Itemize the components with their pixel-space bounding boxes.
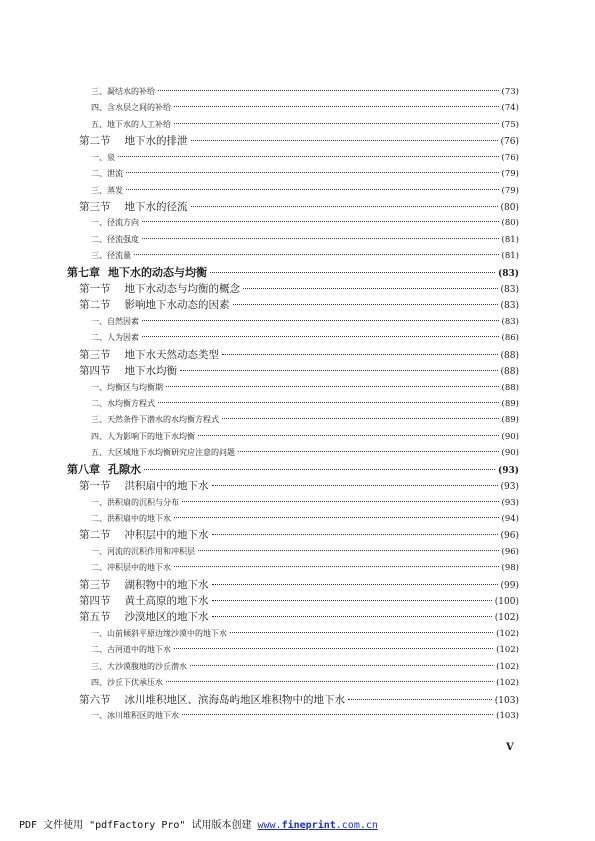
toc-entry-text: 径流量 <box>107 251 131 261</box>
toc-page-ref: (102) <box>496 661 519 672</box>
toc-section <box>79 281 519 297</box>
toc-page-ref: (88) <box>501 382 519 393</box>
toc-subsection <box>91 117 519 133</box>
dot-leader <box>174 516 499 518</box>
toc-entry-number: 第四节 <box>79 595 111 608</box>
toc-entry-text: 沙漠地区的地下水 <box>124 611 209 624</box>
footer-link[interactable]: www.fineprint.com.cn <box>257 820 378 831</box>
toc-subsection <box>91 429 519 445</box>
toc-entry-number: 第三节 <box>79 200 111 213</box>
dot-leader <box>166 385 499 387</box>
toc-entry-text: 黄土高原的地下水 <box>124 595 209 608</box>
toc-page-ref: (93) <box>501 497 519 508</box>
toc-entry-number: 五、 <box>91 119 107 129</box>
dot-leader <box>222 353 498 355</box>
toc-entry-title <box>91 232 139 248</box>
toc-subsection <box>91 100 519 116</box>
toc-page-ref: (76) <box>500 137 519 148</box>
toc-page-ref: (102) <box>496 645 519 656</box>
toc-entry-text: 洪积扇中的地下水 <box>124 480 209 493</box>
toc-page-ref: (76) <box>501 152 519 163</box>
toc-subsection <box>91 642 519 658</box>
toc-entry-number: 二、 <box>91 398 107 408</box>
toc-entry-number: 第一节 <box>79 283 111 296</box>
toc-entry-text: 孔隙水 <box>108 462 141 476</box>
toc-entry-title <box>67 265 207 281</box>
toc-page-ref: (81) <box>501 251 519 262</box>
toc-entry-text: 径流强度 <box>107 234 139 244</box>
toc-entry-number: 三、 <box>91 185 107 195</box>
dot-leader <box>212 615 492 617</box>
toc-subsection <box>91 183 519 199</box>
toc-page-ref: (79) <box>501 169 519 180</box>
dot-leader <box>190 664 493 666</box>
dot-leader <box>198 549 499 551</box>
dot-leader <box>180 369 498 371</box>
toc-entry-text: 含水层之间的补给 <box>107 103 171 113</box>
dot-leader <box>222 417 499 419</box>
toc-entry-title <box>91 412 219 428</box>
toc-entry-number: 第二节 <box>79 135 111 148</box>
toc-entry-number: 第二节 <box>79 299 111 312</box>
toc-page-ref: (75) <box>501 119 519 130</box>
toc-entry-title <box>91 380 163 396</box>
toc-page-ref: (93) <box>500 482 519 493</box>
toc-section <box>79 363 519 379</box>
dot-leader <box>198 434 499 436</box>
toc-entry-text: 大区域地下水均衡研究应注意的问题 <box>107 448 235 458</box>
toc-entry-text: 古河道中的地下水 <box>107 645 171 655</box>
toc-entry-title <box>91 314 139 330</box>
toc-subsection <box>91 560 519 576</box>
toc-page-ref: (102) <box>496 628 519 639</box>
toc-entry-title <box>79 527 209 543</box>
dot-leader <box>182 500 499 502</box>
toc-entry-text: 大沙漠腹地的沙丘潜水 <box>107 661 187 671</box>
toc-subsection <box>91 626 519 642</box>
toc-entry-text: 洪积扇的沉积与分布 <box>107 497 179 507</box>
toc-entry-number: 一、 <box>91 546 107 556</box>
toc-chapter <box>67 265 519 281</box>
page-number: V <box>506 742 514 753</box>
toc-page-ref: (103) <box>494 695 519 706</box>
toc-entry-text: 地下水动态与均衡的概念 <box>124 283 240 296</box>
toc-entry-number: 第三节 <box>79 348 111 361</box>
toc-entry-title <box>91 511 171 527</box>
toc-entry-title <box>91 215 139 231</box>
toc-section <box>79 199 519 215</box>
toc-entry-title <box>91 560 171 576</box>
toc-entry-number: 一、 <box>91 316 107 326</box>
toc-entry-title <box>91 708 179 724</box>
toc-subsection <box>91 330 519 346</box>
toc-entry-title <box>79 577 209 593</box>
toc-section <box>79 478 519 494</box>
dot-leader <box>174 647 493 649</box>
toc-entry-number: 二、 <box>91 333 107 343</box>
toc-subsection <box>91 675 519 691</box>
dot-leader <box>243 287 498 289</box>
toc-page-ref: (89) <box>501 415 519 426</box>
toc-page-ref: (90) <box>501 448 519 459</box>
toc-page-ref: (98) <box>501 563 519 574</box>
toc-entry-text: 人为影响下的地下水均衡 <box>107 431 195 441</box>
toc-page-ref: (88) <box>500 350 519 361</box>
toc-entry-number: 一、 <box>91 218 107 228</box>
toc-entry-number: 第八章 <box>67 462 100 476</box>
toc-subsection <box>91 396 519 412</box>
dot-leader <box>118 155 499 157</box>
toc-entry-number: 二、 <box>91 234 107 244</box>
toc-entry-title <box>91 166 123 182</box>
dot-leader <box>230 631 493 633</box>
dot-leader <box>174 105 499 107</box>
toc-section <box>79 692 519 708</box>
toc-subsection <box>91 495 519 511</box>
toc-entry-text: 蒸发 <box>107 185 123 195</box>
dot-leader <box>144 468 495 470</box>
toc-subsection <box>91 380 519 396</box>
toc-entry-number: 四、 <box>91 103 107 113</box>
toc-entry-text: 径流方向 <box>107 218 139 228</box>
dot-leader <box>142 319 499 321</box>
toc-entry-number: 第四节 <box>79 365 111 378</box>
toc-subsection <box>91 314 519 330</box>
toc-entry-title <box>91 659 187 675</box>
toc-entry-title <box>79 281 240 297</box>
toc-entry-title <box>91 495 179 511</box>
toc-entry-title <box>79 347 219 363</box>
dot-leader <box>158 401 499 403</box>
toc-page-ref: (81) <box>501 234 519 245</box>
toc-page-ref: (89) <box>501 398 519 409</box>
toc-entry-number: 二、 <box>91 645 107 655</box>
toc-entry-title <box>91 84 155 100</box>
toc-section <box>79 593 519 609</box>
toc-entry-text: 人为因素 <box>107 333 139 343</box>
toc-page-ref: (94) <box>501 513 519 524</box>
dot-leader <box>174 122 499 124</box>
dot-leader <box>126 171 499 173</box>
toc-entry-title <box>91 626 227 642</box>
toc-entry-text: 自然因素 <box>107 316 139 326</box>
toc-entry-title <box>91 330 139 346</box>
toc-entry-text: 地下水的动态与均衡 <box>108 265 207 279</box>
toc-page-ref: (80) <box>501 218 519 229</box>
toc-page-ref: (103) <box>496 710 519 721</box>
dot-leader <box>142 237 499 239</box>
dot-leader <box>212 599 492 601</box>
toc-page-ref: (102) <box>494 613 519 624</box>
toc-page-ref: (90) <box>501 431 519 442</box>
toc-entry-text: 地下水的人工补给 <box>107 119 171 129</box>
toc-entry-text: 天然条件下潜水的水均衡方程式 <box>107 415 219 425</box>
toc-entry-title <box>79 692 345 708</box>
toc-chapter <box>67 462 519 478</box>
dot-leader <box>238 450 499 452</box>
toc-subsection <box>91 232 519 248</box>
toc-entry-number: 三、 <box>91 415 107 425</box>
toc-entry-number: 一、 <box>91 497 107 507</box>
toc-entry-text: 沙丘下伏承压水 <box>107 678 163 688</box>
toc-entry-text: 水均衡方程式 <box>107 398 155 408</box>
dot-leader <box>182 713 493 715</box>
toc-entry-number: 三、 <box>91 661 107 671</box>
toc-entry-text: 冲积层中的地下水 <box>124 529 209 542</box>
toc-page-ref: (73) <box>501 87 519 97</box>
toc-subsection <box>91 544 519 560</box>
dot-leader <box>212 583 498 585</box>
toc-subsection <box>91 84 519 100</box>
toc-entry-number: 二、 <box>91 513 107 523</box>
dot-leader <box>142 220 499 222</box>
toc-subsection <box>91 412 519 428</box>
dot-leader <box>210 271 495 273</box>
toc-subsection <box>91 659 519 675</box>
toc-entry-title <box>91 429 195 445</box>
toc-page-ref: (99) <box>500 580 519 591</box>
toc-entry-text: 湖积物中的地下水 <box>124 578 209 591</box>
toc-entry-text: 冲积层中的地下水 <box>107 563 171 573</box>
toc-page-ref: (80) <box>500 202 519 213</box>
toc-entry-title <box>91 100 171 116</box>
toc-entry-text: 均衡区与均衡期 <box>107 382 163 392</box>
toc-entry-number: 二、 <box>91 169 107 179</box>
toc-entry-text: 泉 <box>107 152 115 162</box>
toc-entry-title <box>79 609 209 625</box>
toc-entry-number: 五、 <box>91 448 107 458</box>
toc-entry-text: 凝结水的补给 <box>107 87 155 96</box>
toc-entry-number: 第六节 <box>79 693 111 706</box>
toc-subsection <box>91 445 519 461</box>
toc-entry-title <box>91 445 235 461</box>
toc-page-ref: (79) <box>501 185 519 196</box>
toc-page-ref: (102) <box>496 678 519 689</box>
toc-entry-title <box>91 183 123 199</box>
toc-entry-title <box>79 478 209 494</box>
toc-subsection <box>91 150 519 166</box>
toc-entry-title <box>91 675 163 691</box>
toc-entry-title <box>91 642 171 658</box>
dot-leader <box>166 680 493 682</box>
toc-page-ref: (88) <box>500 367 519 378</box>
toc-entry-title <box>79 199 188 215</box>
dot-leader <box>233 303 498 305</box>
toc-page-ref: (83) <box>500 285 519 296</box>
toc-entry-text: 地下水的排泄 <box>124 135 188 148</box>
toc-section <box>79 133 519 149</box>
toc-entry-number: 一、 <box>91 628 107 638</box>
toc-entry-number: 三、 <box>91 87 107 96</box>
toc-page-ref: (100) <box>494 597 519 608</box>
toc-page-ref: (83) <box>501 316 519 327</box>
dot-leader <box>212 484 498 486</box>
toc-entry-text: 泄流 <box>107 169 123 179</box>
toc-section <box>79 527 519 543</box>
toc-page-ref: (74) <box>501 103 519 114</box>
pdf-footer <box>19 816 378 831</box>
toc-entry-title <box>79 363 177 379</box>
toc-entry-number: 三、 <box>91 251 107 261</box>
toc-page-ref: (83) <box>497 268 519 279</box>
toc-page-ref: (83) <box>500 301 519 312</box>
toc-entry-text: 地下水天然动态类型 <box>124 348 219 361</box>
toc-subsection <box>91 166 519 182</box>
toc-entry-number: 四、 <box>91 678 107 688</box>
toc-entry-number: 第七章 <box>67 265 100 279</box>
dot-leader <box>126 188 499 190</box>
toc-entry-title <box>91 544 195 560</box>
dot-leader <box>191 139 498 141</box>
toc-entry-text: 河流的沉积作用和冲积层 <box>107 546 195 556</box>
toc-section <box>79 609 519 625</box>
dot-leader <box>191 205 498 207</box>
dot-leader <box>174 565 499 567</box>
toc-entry-number: 二、 <box>91 563 107 573</box>
toc-subsection <box>91 248 519 264</box>
toc-entry-title <box>91 396 155 412</box>
toc-entry-text: 冰川堆积地区、滨海岛屿地区堆积物中的地下水 <box>124 693 345 706</box>
toc-entry-number: 一、 <box>91 382 107 392</box>
footer-text: PDF 文件使用 "pdfFactory Pro" 试用版本创建 <box>19 820 258 831</box>
toc-page-ref: (86) <box>501 333 519 344</box>
toc-entry-title <box>79 297 230 313</box>
toc-entry-title <box>91 117 171 133</box>
toc-entry-number: 第五节 <box>79 611 111 624</box>
toc-entry-text: 地下水均衡 <box>124 365 177 378</box>
dot-leader <box>142 335 499 337</box>
toc-entry-text: 洪积扇中的地下水 <box>107 513 171 523</box>
toc-entry-title <box>91 150 115 166</box>
toc-page-ref: (96) <box>500 531 519 542</box>
toc-entry-title <box>91 248 131 264</box>
toc-page-ref: (96) <box>501 546 519 557</box>
toc-entry-text: 冰川堆积区的地下水 <box>107 710 179 720</box>
toc-subsection <box>91 511 519 527</box>
dot-leader <box>348 698 492 700</box>
toc-section <box>79 297 519 313</box>
toc-entry-number: 四、 <box>91 431 107 441</box>
toc-section <box>79 577 519 593</box>
dot-leader <box>158 89 499 91</box>
toc-section <box>79 347 519 363</box>
toc-entry-number: 一、 <box>91 710 107 720</box>
toc-entry-text: 地下水的径流 <box>124 200 188 213</box>
toc-entry-number: 一、 <box>91 152 107 162</box>
toc-entry-number: 第三节 <box>79 578 111 591</box>
toc-page-ref: (93) <box>497 465 519 476</box>
toc-entry-text: 山前倾斜平原边缘沙漠中的地下水 <box>107 628 227 638</box>
toc-subsection <box>91 708 519 724</box>
toc-entry-title <box>67 462 141 478</box>
toc-entry-number: 第二节 <box>79 529 111 542</box>
toc-entry-number: 第一节 <box>79 480 111 493</box>
dot-leader <box>212 533 498 535</box>
toc-entry-title <box>79 133 188 149</box>
dot-leader <box>134 253 499 255</box>
toc-entry-title <box>79 593 209 609</box>
toc-entry-text: 影响地下水动态的因素 <box>124 299 230 312</box>
toc-subsection <box>91 215 519 231</box>
